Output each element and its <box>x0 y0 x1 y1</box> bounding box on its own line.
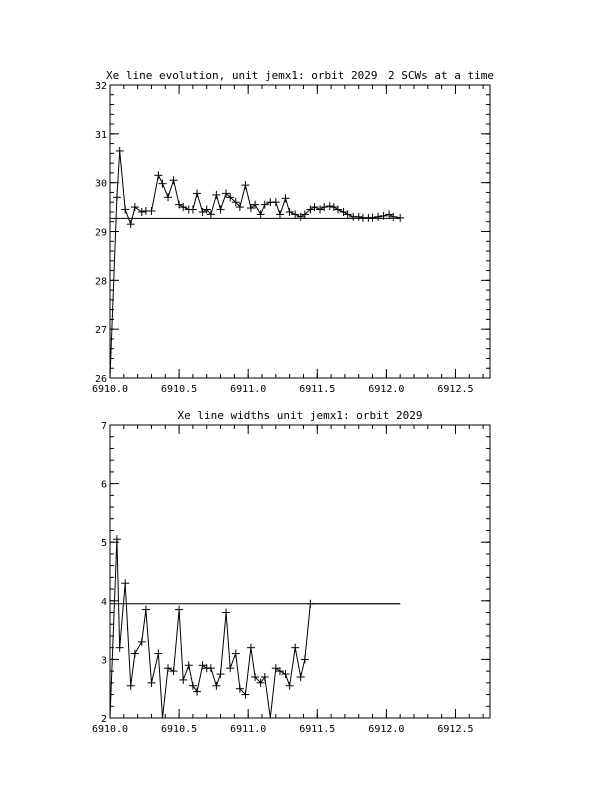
x-tick-label: 6911.5 <box>299 384 336 395</box>
chart-subtitle: 2 SCWs at a time <box>388 69 494 82</box>
x-tick-label: 6912.5 <box>437 384 474 395</box>
y-tick-label: 30 <box>94 178 107 190</box>
x-tick-label: 6910.5 <box>161 384 198 395</box>
y-tick-label: 28 <box>94 276 107 288</box>
x-tick-label: 6912.5 <box>437 724 474 735</box>
x-tick-label: 6912.0 <box>368 724 405 735</box>
y-tick-label: 7 <box>100 421 107 432</box>
y-tick-label: 6 <box>100 479 107 491</box>
y-tick-label: 3 <box>100 655 107 667</box>
x-tick-label: 6910.5 <box>161 724 198 735</box>
y-tick-label: 27 <box>94 325 107 337</box>
x-tick-label: 6910.0 <box>91 384 129 395</box>
chart-title: Xe line evolution, unit jemx1: orbit 2029 <box>106 69 378 82</box>
y-tick-label: 31 <box>94 129 107 141</box>
x-tick-label: 6912.0 <box>368 384 405 395</box>
y-tick-label: 2 <box>100 714 107 725</box>
x-tick-label: 6910.0 <box>91 724 129 735</box>
y-tick-label: 32 <box>94 81 107 92</box>
chart-title: Xe line widths unit jemx1: orbit 2029 <box>177 409 423 422</box>
x-tick-label: 6911.5 <box>299 724 336 735</box>
y-tick-label: 29 <box>94 227 107 239</box>
y-tick-label: 26 <box>94 374 107 385</box>
y-tick-label: 4 <box>100 596 107 608</box>
x-tick-label: 6911.0 <box>230 724 267 735</box>
x-tick-label: 6911.0 <box>230 384 267 395</box>
y-tick-label: 5 <box>100 538 107 550</box>
